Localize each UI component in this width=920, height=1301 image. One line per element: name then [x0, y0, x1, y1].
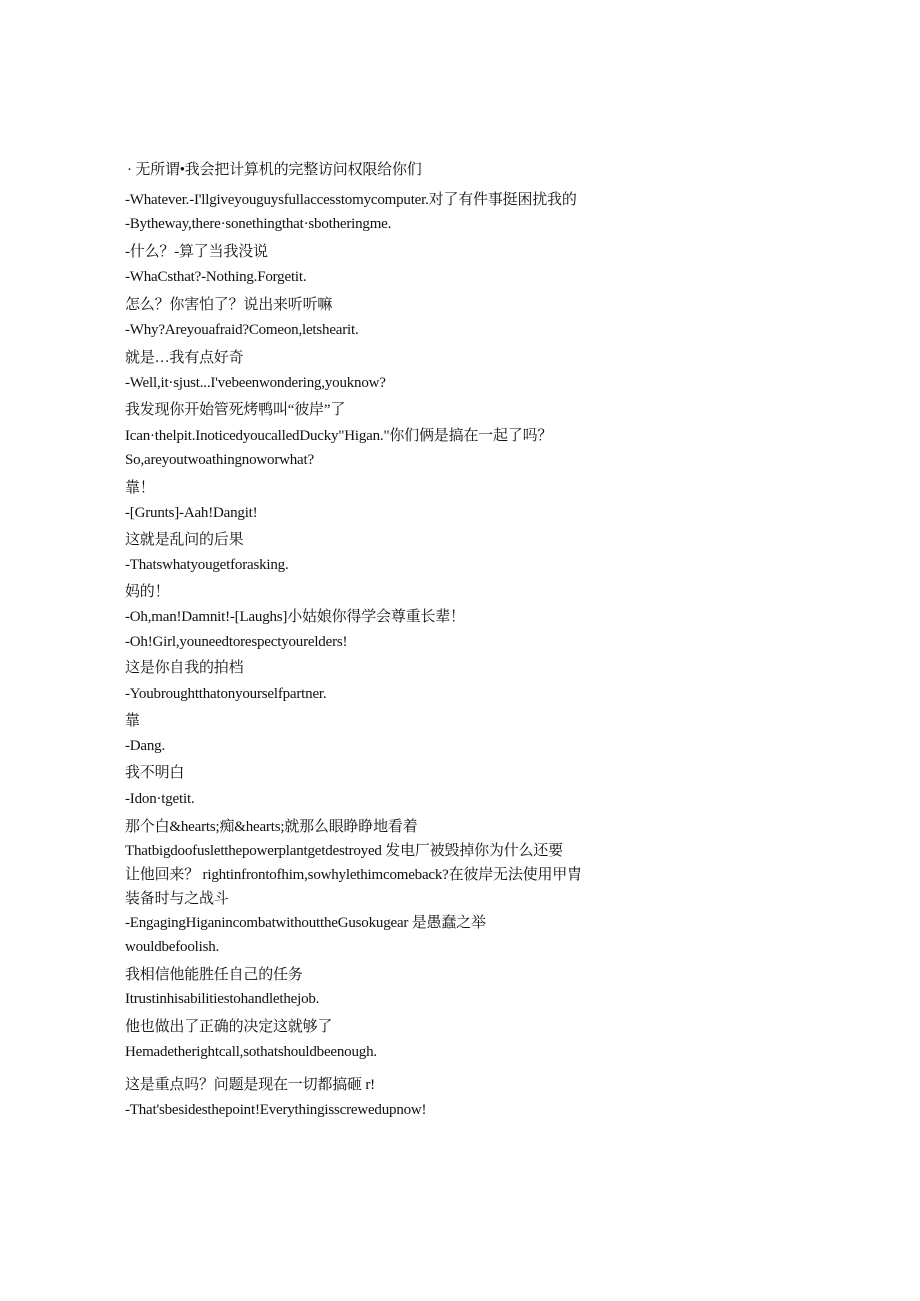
subtitle-line: -WhaCsthat?-Nothing.Forgetit.	[125, 269, 307, 285]
subtitle-line: -Whatever.-I'llgiveyouguysfullaccesstomycomputer.对了有件事挺困扰我的	[125, 192, 577, 208]
subtitle-line: So,areyoutwoathingnoworwhat?	[125, 452, 314, 468]
subtitle-line: 他也做出了正确的决定这就够了	[125, 1019, 333, 1035]
subtitle-line: -Youbroughtthatonyourselfpartner.	[125, 686, 327, 702]
subtitle-line: -Why?Areyouafraid?Comeon,letshearit.	[125, 322, 359, 338]
subtitle-line: -Idon·tgetit.	[125, 791, 195, 807]
subtitle-line: 我不明白	[125, 765, 185, 781]
subtitle-line: -Bytheway,there·sonethingthat·sbotheringme.	[125, 216, 392, 232]
subtitle-line: 我发现你开始管死烤鸭叫“彼岸”了	[125, 402, 346, 418]
subtitle-line: wouldbefoolish.	[125, 939, 220, 955]
subtitle-line: Itrustinhisabilitiestohandlethejob.	[125, 991, 320, 1007]
subtitle-line: -That'sbesidesthepoint!Everythingisscrewedupnow!	[125, 1102, 427, 1118]
subtitle-line: 让他回来？ rightinfrontofhim,sowhylethimcomeback?在彼岸无法使用甲胄	[125, 867, 582, 883]
subtitle-line: -Thatswhatyougetforasking.	[125, 557, 289, 573]
subtitle-line: 这是你自我的拍档	[125, 660, 244, 676]
subtitle-line: 装备时与之战斗	[125, 891, 229, 907]
subtitle-line: -Dang.	[125, 738, 166, 754]
subtitle-line: 这就是乱问的后果	[125, 532, 244, 548]
subtitle-line: 那个白&hearts;痴&hearts;就那么眼睁睁地看着	[125, 819, 418, 835]
subtitle-line: 这是重点吗？问题是现在一切都搞砸 r!	[125, 1077, 375, 1093]
subtitle-line: Thatbigdoofusletthepowerplantgetdestroyed 发电厂被毁掉你为什么还要	[125, 843, 563, 859]
subtitle-line: 就是…我有点好奇	[125, 350, 244, 366]
subtitle-line: Hemadetherightcall,sothatshouldbeenough.	[125, 1044, 377, 1060]
subtitle-line: -Oh,man!Damnit!-[Laughs]小姑娘你得学会尊重长辈！	[125, 609, 465, 625]
subtitle-line: 妈的！	[125, 584, 170, 600]
subtitle-line: -什么？-算了当我没说	[125, 244, 268, 260]
subtitle-line: 靠！	[125, 480, 155, 496]
subtitle-line: 我相信他能胜任自己的任务	[125, 967, 303, 983]
subtitle-line: 靠	[125, 713, 140, 729]
subtitle-line: -[Grunts]-Aah!Dangit!	[125, 505, 258, 521]
subtitle-line: Ican·thelpit.InoticedyoucalledDucky"Higan."你们俩是搞在一起了吗？	[125, 428, 553, 444]
subtitle-line: · 无所谓•我会把计算机的完整访问权限给你们	[127, 162, 422, 178]
subtitle-line: -EngagingHiganincombatwithouttheGusokugear 是愚蠢之举	[125, 915, 486, 931]
subtitle-line: 怎么？你害怕了？说出来听听嘛	[125, 297, 333, 313]
subtitle-line: -Well,it·sjust...I'vebeenwondering,youknow?	[125, 375, 386, 391]
subtitle-line: -Oh!Girl,youneedtorespectyourelders!	[125, 634, 348, 650]
